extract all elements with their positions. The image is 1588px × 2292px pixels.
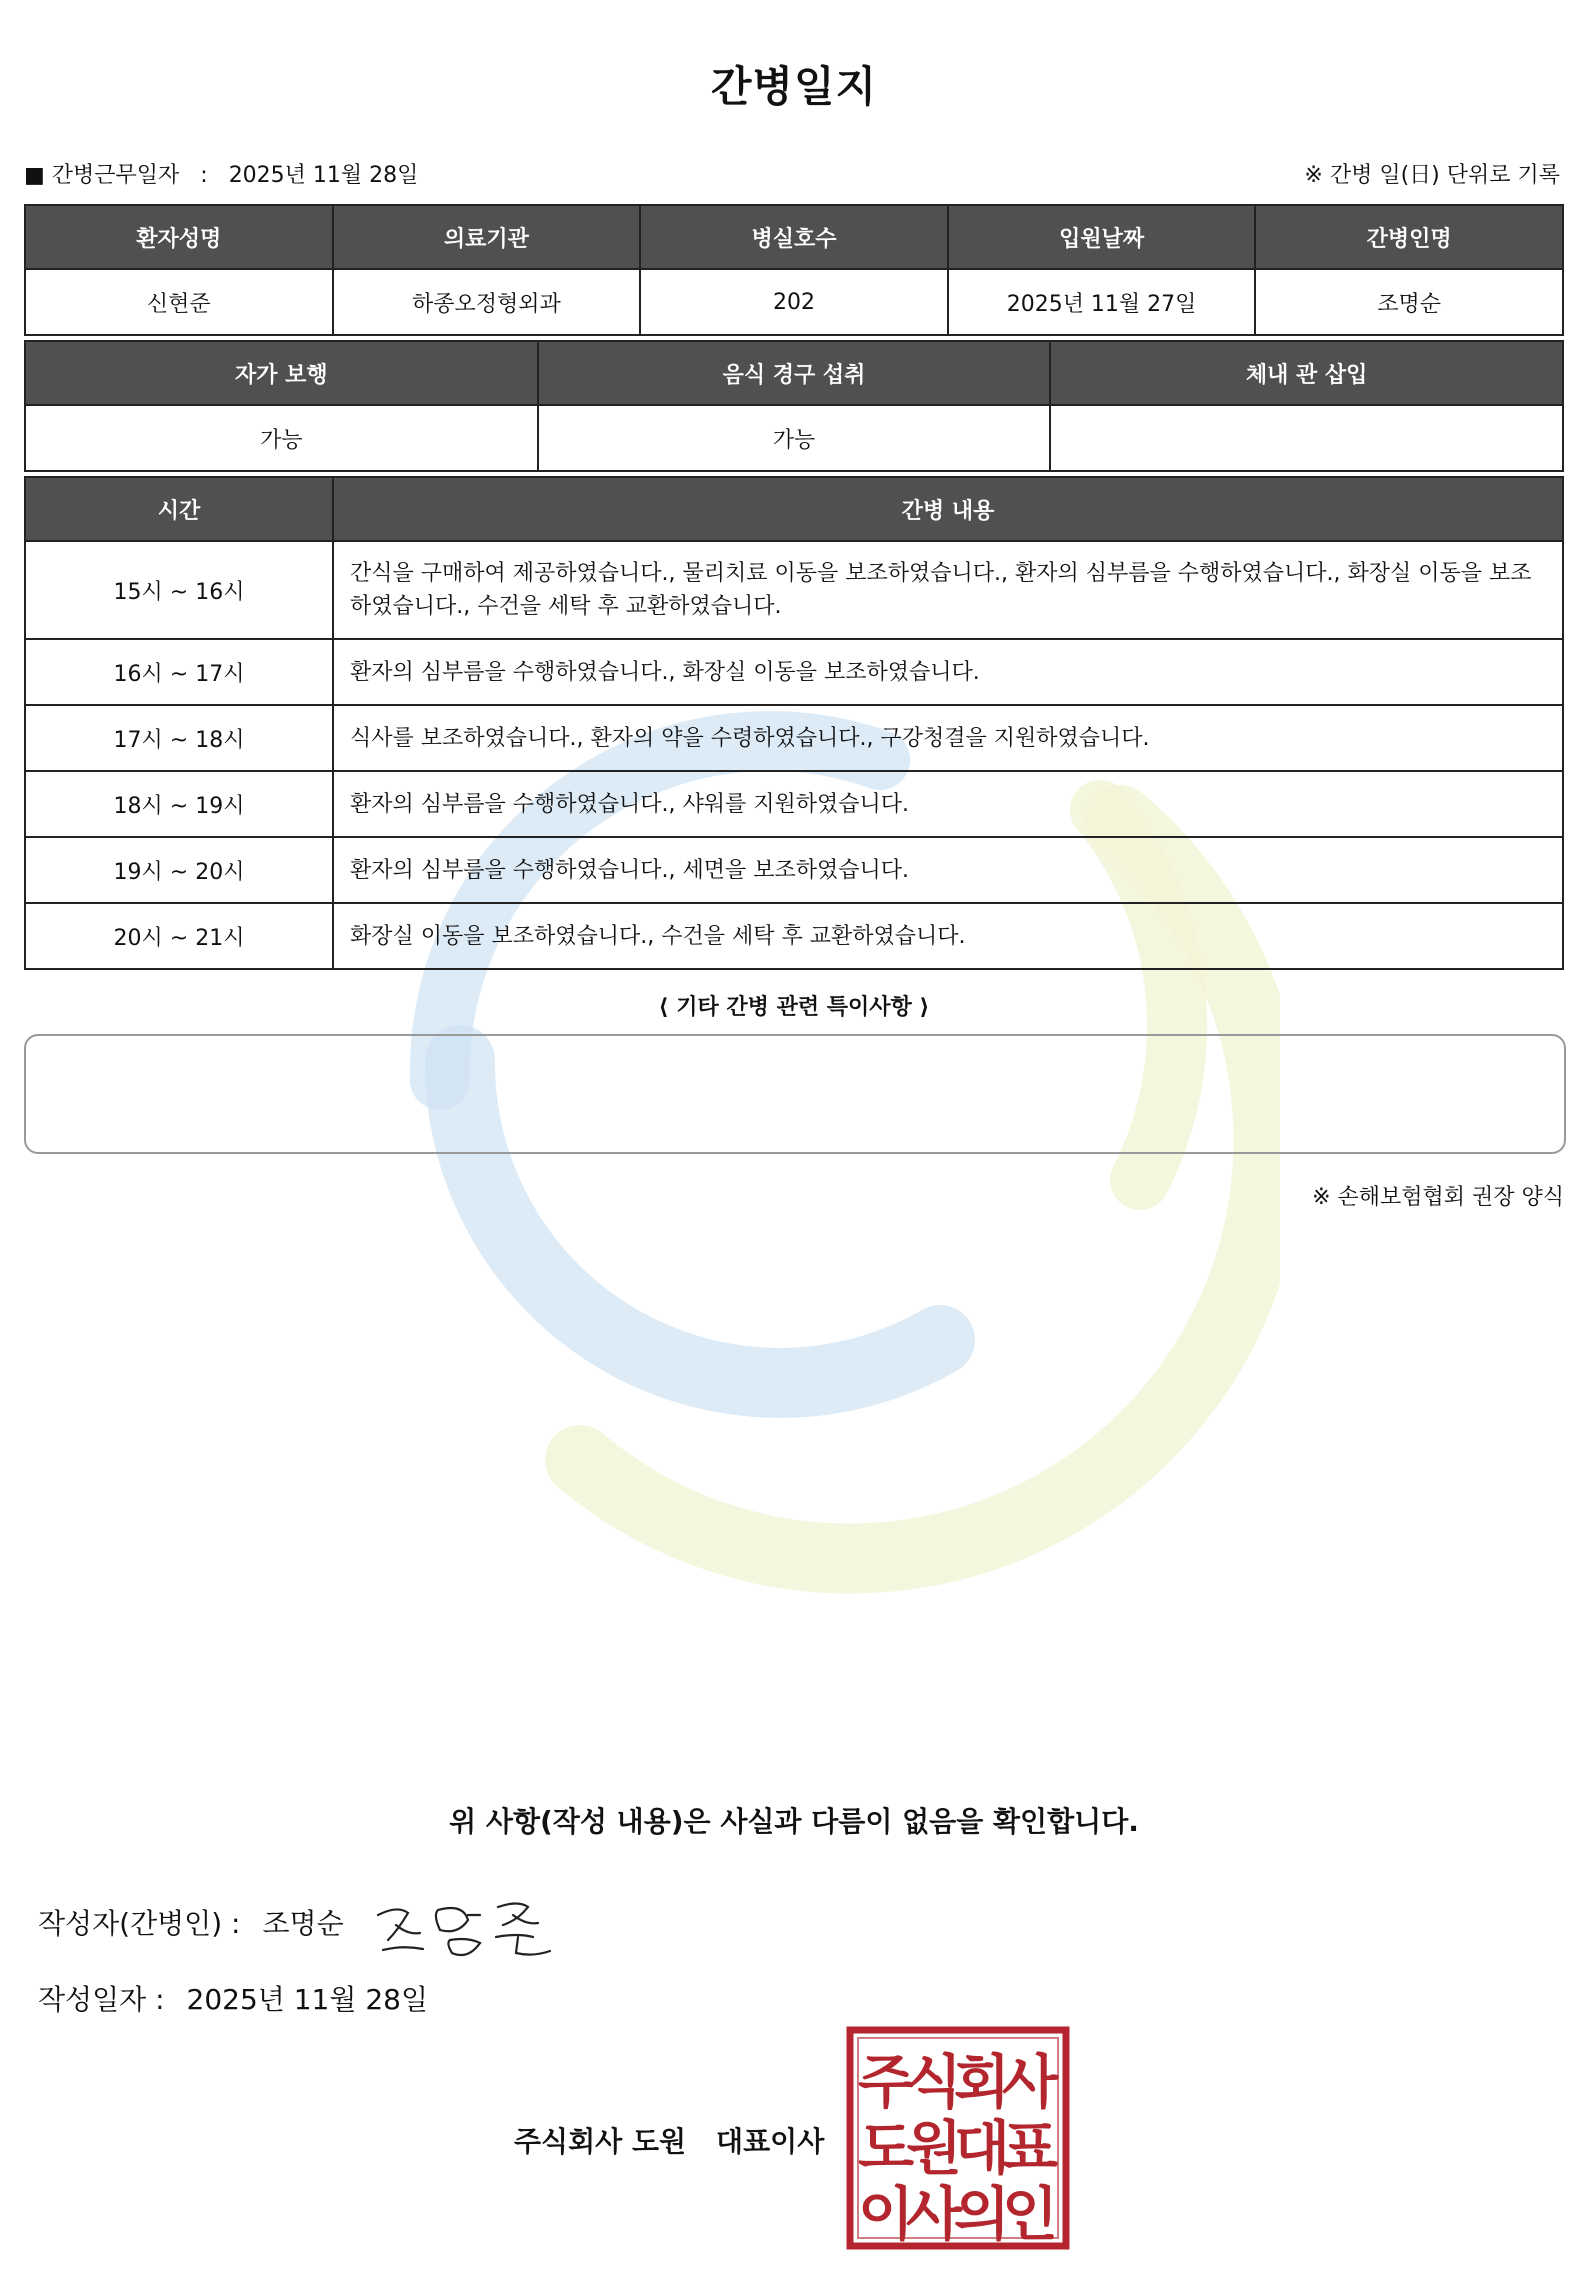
writer-line	[38, 1902, 344, 1942]
patient-info-header-row	[25, 205, 1563, 269]
svg-text:원: 원	[905, 2114, 963, 2182]
status-value-row	[25, 405, 1563, 471]
tube-insertion-value	[1050, 405, 1563, 471]
patient-info-value-row	[25, 269, 1563, 335]
log-time: 18시 ~ 19시	[25, 771, 333, 837]
svg-text:대: 대	[953, 2114, 1011, 2182]
log-content: 환자의 심부름을 수행하였습니다., 샤워를 지원하였습니다.	[333, 771, 1563, 837]
written-date-line	[38, 1978, 428, 2018]
log-time: 19시 ~ 20시	[25, 837, 333, 903]
confirmation-statement: 위 사항(작성 내용)은 사실과 다름이 없음을 확인합니다.	[449, 1805, 1139, 1838]
caregiver-name: 조명순	[1255, 269, 1563, 335]
svg-text:사: 사	[1001, 2048, 1059, 2116]
svg-text:이: 이	[857, 2180, 915, 2248]
header-caregiver-name: 간병인명	[1255, 205, 1563, 269]
table-row	[25, 771, 1563, 837]
header-admission-date: 입원날짜	[948, 205, 1256, 269]
svg-text:사: 사	[905, 2180, 963, 2248]
log-content: 환자의 심부름을 수행하였습니다., 화장실 이동을 보조하였습니다.	[333, 639, 1563, 705]
header-oral-intake: 음식 경구 섭취	[538, 341, 1051, 405]
written-date-label: 작성일자 :	[38, 1983, 165, 2016]
svg-text:주: 주	[857, 2048, 915, 2116]
header-room: 병실호수	[640, 205, 948, 269]
log-content: 식사를 보조하였습니다., 환자의 약을 수령하였습니다., 구강청결을 지원하였습니다.	[333, 705, 1563, 771]
writer-label: 작성자(간병인) :	[38, 1907, 241, 1940]
work-date-separator: :	[200, 163, 208, 188]
log-content: 화장실 이동을 보조하였습니다., 수건을 세탁 후 교환하였습니다.	[333, 903, 1563, 969]
patient-status-table	[24, 340, 1564, 472]
header-care-content: 간병 내용	[333, 477, 1563, 541]
page-title: 간병일지	[710, 62, 878, 111]
log-time: 17시 ~ 18시	[25, 705, 333, 771]
log-content: 간식을 구매하여 제공하였습니다., 물리치료 이동을 보조하였습니다., 환자의 심부름을 수행하였습니다., 화장실 이동을 보조하였습니다., 수건을 세탁 후 교환하였습니다.	[333, 541, 1563, 639]
table-row	[25, 639, 1563, 705]
log-time: 15시 ~ 16시	[25, 541, 333, 639]
remarks-title: ⟨ 기타 간병 관련 특이사항 ⟩	[658, 995, 930, 1020]
table-row	[25, 541, 1563, 639]
hospital-name: 하종오정형외과	[333, 269, 641, 335]
svg-text:의: 의	[953, 2180, 1011, 2248]
work-date-label: ■ 간병근무일자	[24, 163, 180, 188]
company-signature-line	[514, 2120, 824, 2160]
svg-text:회: 회	[953, 2048, 1011, 2116]
handwritten-signature	[368, 1885, 558, 1975]
header-time: 시간	[25, 477, 333, 541]
svg-text:표: 표	[1001, 2114, 1059, 2182]
writer-name: 조명순	[262, 1907, 344, 1940]
company-seal-stamp	[846, 2026, 1070, 2250]
patient-info-table	[24, 204, 1564, 336]
written-date-value: 2025년 11월 28일	[186, 1983, 428, 2016]
representative-title: 대표이사	[716, 2125, 825, 2158]
company-name: 주식회사 도원	[514, 2125, 687, 2158]
table-row	[25, 903, 1563, 969]
care-log-table	[24, 476, 1564, 970]
room-number: 202	[640, 269, 948, 335]
header-tube-insertion: 체내 관 삽입	[1050, 341, 1563, 405]
log-time: 16시 ~ 17시	[25, 639, 333, 705]
svg-text:인: 인	[1001, 2180, 1059, 2248]
table-row	[25, 837, 1563, 903]
work-date-value: 2025년 11월 28일	[228, 163, 419, 188]
self-walking-value: 가능	[25, 405, 538, 471]
oral-intake-value: 가능	[538, 405, 1051, 471]
header-patient-name: 환자성명	[25, 205, 333, 269]
admission-date: 2025년 11월 27일	[948, 269, 1256, 335]
log-time: 20시 ~ 21시	[25, 903, 333, 969]
log-content: 환자의 심부름을 수행하였습니다., 세면을 보조하였습니다.	[333, 837, 1563, 903]
svg-text:식: 식	[905, 2048, 963, 2116]
header-hospital: 의료기관	[333, 205, 641, 269]
remarks-box	[24, 1034, 1566, 1154]
header-self-walking: 자가 보행	[25, 341, 538, 405]
unit-note: ※ 간병 일(日) 단위로 기록	[1304, 163, 1560, 188]
svg-text:도: 도	[857, 2114, 915, 2182]
form-note: ※ 손해보험협회 권장 양식	[1312, 1185, 1564, 1210]
work-date	[24, 158, 418, 189]
status-header-row	[25, 341, 1563, 405]
care-log-header-row	[25, 477, 1563, 541]
table-row	[25, 705, 1563, 771]
patient-name: 신현준	[25, 269, 333, 335]
